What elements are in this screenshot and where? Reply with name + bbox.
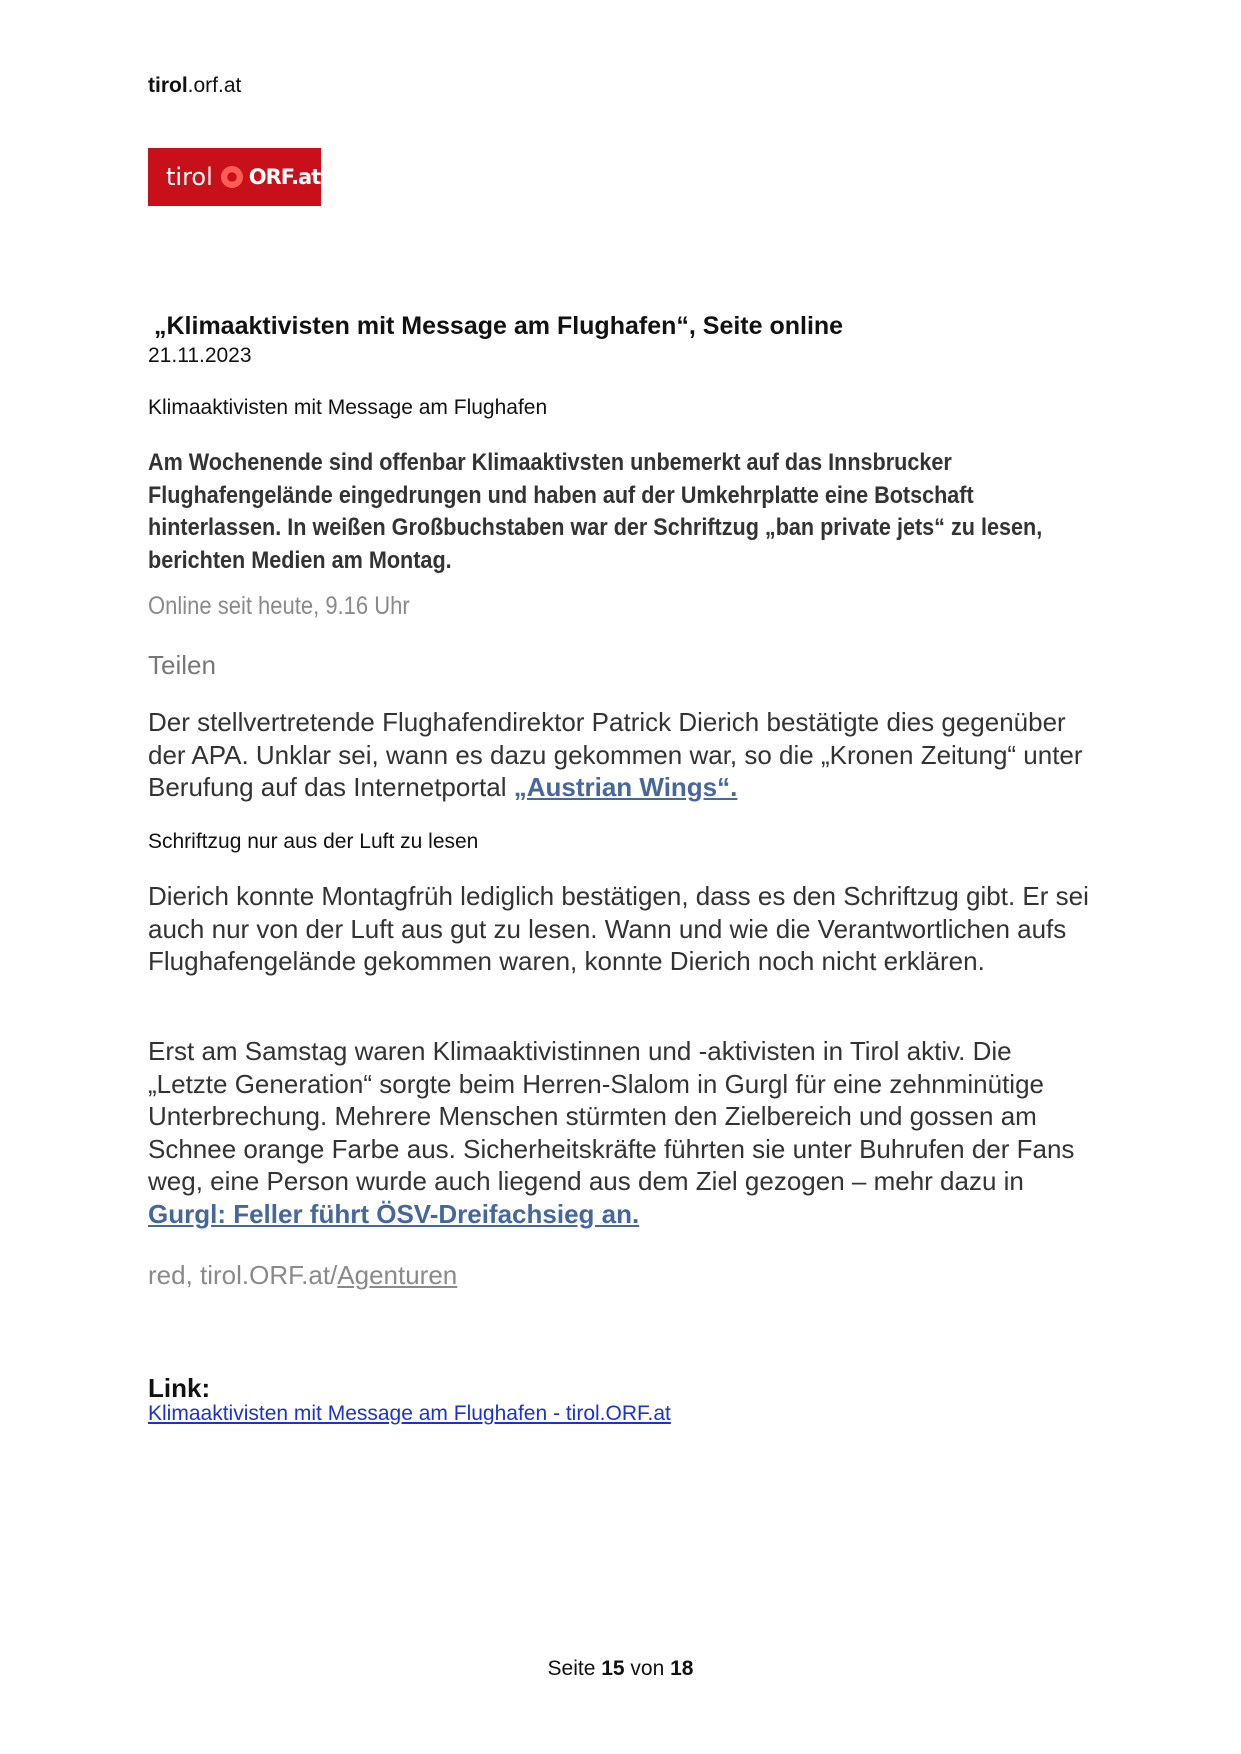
article-lead: Am Wochenende sind offenbar Klimaaktivsten unbemerkt auf das Innsbrucker Flughafengelände eingedrungen und haben auf der Umkehrplatte eine Botschaft hinterlassen. In weißen Großbuchstaben war der Schriftzug „ban private jets“ zu lesen, berichten Medien am Montag. bbox=[148, 449, 1043, 574]
paragraph-1-text: Der stellvertretende Flughafendirektor Patrick Dierich bestätigte dies gegenüber der APA. Unklar sei, wann es dazu gekommen war, so die „Kronen Zeitung“ unter Berufung auf das Internetportal bbox=[148, 707, 1083, 802]
logo-text-orf: ORF.at bbox=[248, 165, 321, 189]
page-footer bbox=[0, 1657, 1241, 1681]
source-url-link[interactable]: Klimaaktivisten mit Message am Flughafen - tirol.ORF.at bbox=[148, 1402, 671, 1425]
credit-agenturen-link[interactable]: Agenturen bbox=[337, 1260, 458, 1290]
orf-logo bbox=[148, 148, 321, 206]
gurgl-article-link[interactable]: Gurgl: Feller führt ÖSV-Dreifachsieg an. bbox=[148, 1198, 640, 1229]
subheading: Schriftzug nur aus der Luft zu lesen bbox=[148, 830, 479, 853]
orf-eye-icon bbox=[221, 166, 243, 188]
footer-total-pages: 18 bbox=[670, 1657, 694, 1680]
link-label: Link: bbox=[148, 1373, 211, 1403]
site-header-rest: .orf.at bbox=[187, 74, 242, 97]
article-title: „Klimaaktivisten mit Message am Flughafen“, Seite online bbox=[154, 312, 844, 340]
source-credit bbox=[148, 1260, 457, 1291]
footer-prefix: Seite bbox=[547, 1657, 602, 1680]
logo-text-tirol: tirol bbox=[166, 163, 213, 191]
article-headline: Klimaaktivisten mit Message am Flughafen bbox=[148, 396, 548, 419]
article-date: 21.11.2023 bbox=[148, 344, 252, 367]
footer-middle: von bbox=[624, 1657, 671, 1680]
credit-text: red, tirol.ORF.at/ bbox=[148, 1260, 338, 1290]
paragraph-3 bbox=[148, 1035, 1098, 1230]
share-label[interactable]: Teilen bbox=[148, 650, 216, 680]
site-header-bold: tirol bbox=[148, 74, 188, 97]
paragraph-2: Dierich konnte Montagfrüh lediglich bestätigen, dass es den Schriftzug gibt. Er sei auch nur von der Luft aus gut zu lesen. Wann und wie die Verantwortlichen aufs Flughafengelände gekommen waren, konnte Dierich noch nicht erklären. bbox=[148, 881, 1089, 976]
paragraph-1 bbox=[148, 706, 1098, 804]
online-since: Online seit heute, 9.16 Uhr bbox=[148, 592, 410, 620]
site-header bbox=[148, 74, 241, 98]
paragraph-3-text: Erst am Samstag waren Klimaaktivistinnen und -aktivisten in Tirol aktiv. Die „Letzte Generation“ sorgte beim Herren-Slalom in Gurgl für eine zehnminütige Unterbrechung. Mehrere Menschen stürmten den Zielbereich und gossen am Schnee orange Farbe aus. Sicherheitskräfte führten sie unter Buhrufen der Fans weg, eine Person wurde auch liegend aus dem Ziel gezogen – mehr dazu in bbox=[148, 1036, 1075, 1196]
austrian-wings-link[interactable]: „Austrian Wings“. bbox=[513, 772, 738, 802]
footer-page-number: 15 bbox=[601, 1657, 625, 1680]
